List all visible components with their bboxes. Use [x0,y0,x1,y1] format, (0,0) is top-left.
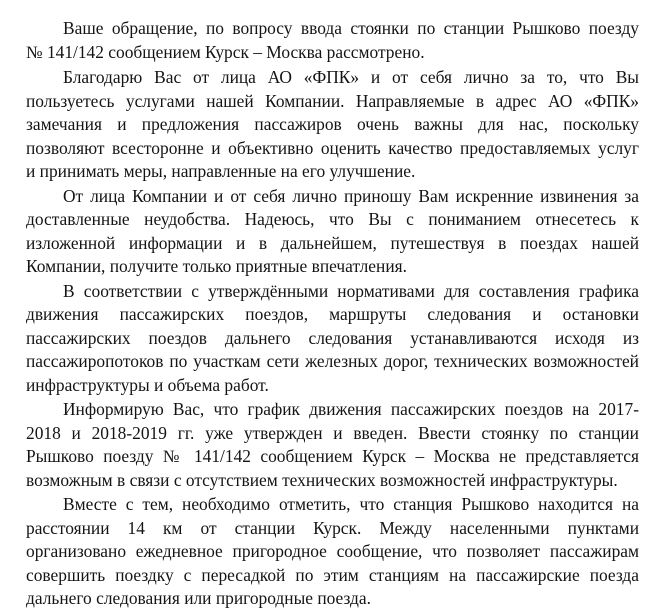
paragraph-line: дальнего следования или пригородные поезда. [26,588,371,608]
paragraph-line: В соответствии с утверждёнными нормативами для составления графика [63,281,639,301]
paragraph-line: позволяют всесторонне и объективно оценить качество предоставляемых услуг [26,138,639,158]
paragraph-line: Рышково поезду № 141/142 сообщением Курск – Москва не представляется [26,446,639,466]
paragraph-line: доставленные неудобства. Надеюсь, что Вы с пониманием отнесетесь к [26,209,639,229]
paragraph-line: возможным в связи с отсутствием технических возможностей инфраструктуры. [26,470,618,490]
paragraph-line: замечания и предложения пассажиров очень важны для нас, поскольку [26,114,639,134]
paragraph-line: изложенной информации и в дальнейшем, путешествуя в поездах нашей [26,233,639,253]
paragraph-line: Ваше обращение, по вопросу ввода стоянки по станции Рышково поезду [63,18,639,38]
paragraph-line: и принимать меры, направленные на его улучшение. [26,161,416,181]
paragraph-line: Благодарю Вас от лица АО «ФПК» и от себя лично за то, что Вы [63,67,639,87]
paragraph-line: движения пассажирских поездов, маршруты следования и остановки [26,304,639,324]
paragraph-line: № 141/142 сообщением Курск – Москва рассмотрено. [26,42,425,62]
paragraph-line: расстоянии 14 км от станции Курск. Между населенными пунктами [26,518,639,538]
paragraph-line: Компании, получите только приятные впечатления. [26,256,407,276]
paragraph-line: От лица Компании и от себя лично приношу Вам искренние извинения за [63,186,639,206]
paragraph-line: пользуетесь услугами нашей Компании. Направляемые в адрес АО «ФПК» [26,91,639,111]
paragraph-line: организовано ежедневное пригородное сообщение, что позволяет пассажирам [26,541,639,561]
paragraph-line: 2018 и 2018-2019 гг. уже утвержден и введен. Ввести стоянку по станции [26,423,639,443]
paragraph-line: пассажиропотоков по участкам сети железных дорог, технических возможностей [26,351,639,371]
paragraph-line: инфраструктуры и объема работ. [26,375,269,395]
paragraph-line: пассажирских поездов дальнего следования устанавливаются исходя из [26,328,639,348]
paragraph-line: Информирую Вас, что график движения пассажирских поездов на 2017- [63,399,639,419]
paragraph-line: совершить поездку с пересадкой по этим станциям на пассажирские поезда [26,565,639,585]
paragraph-line: Вместе с тем, необходимо отметить, что станция Рышково находится на [63,494,639,514]
